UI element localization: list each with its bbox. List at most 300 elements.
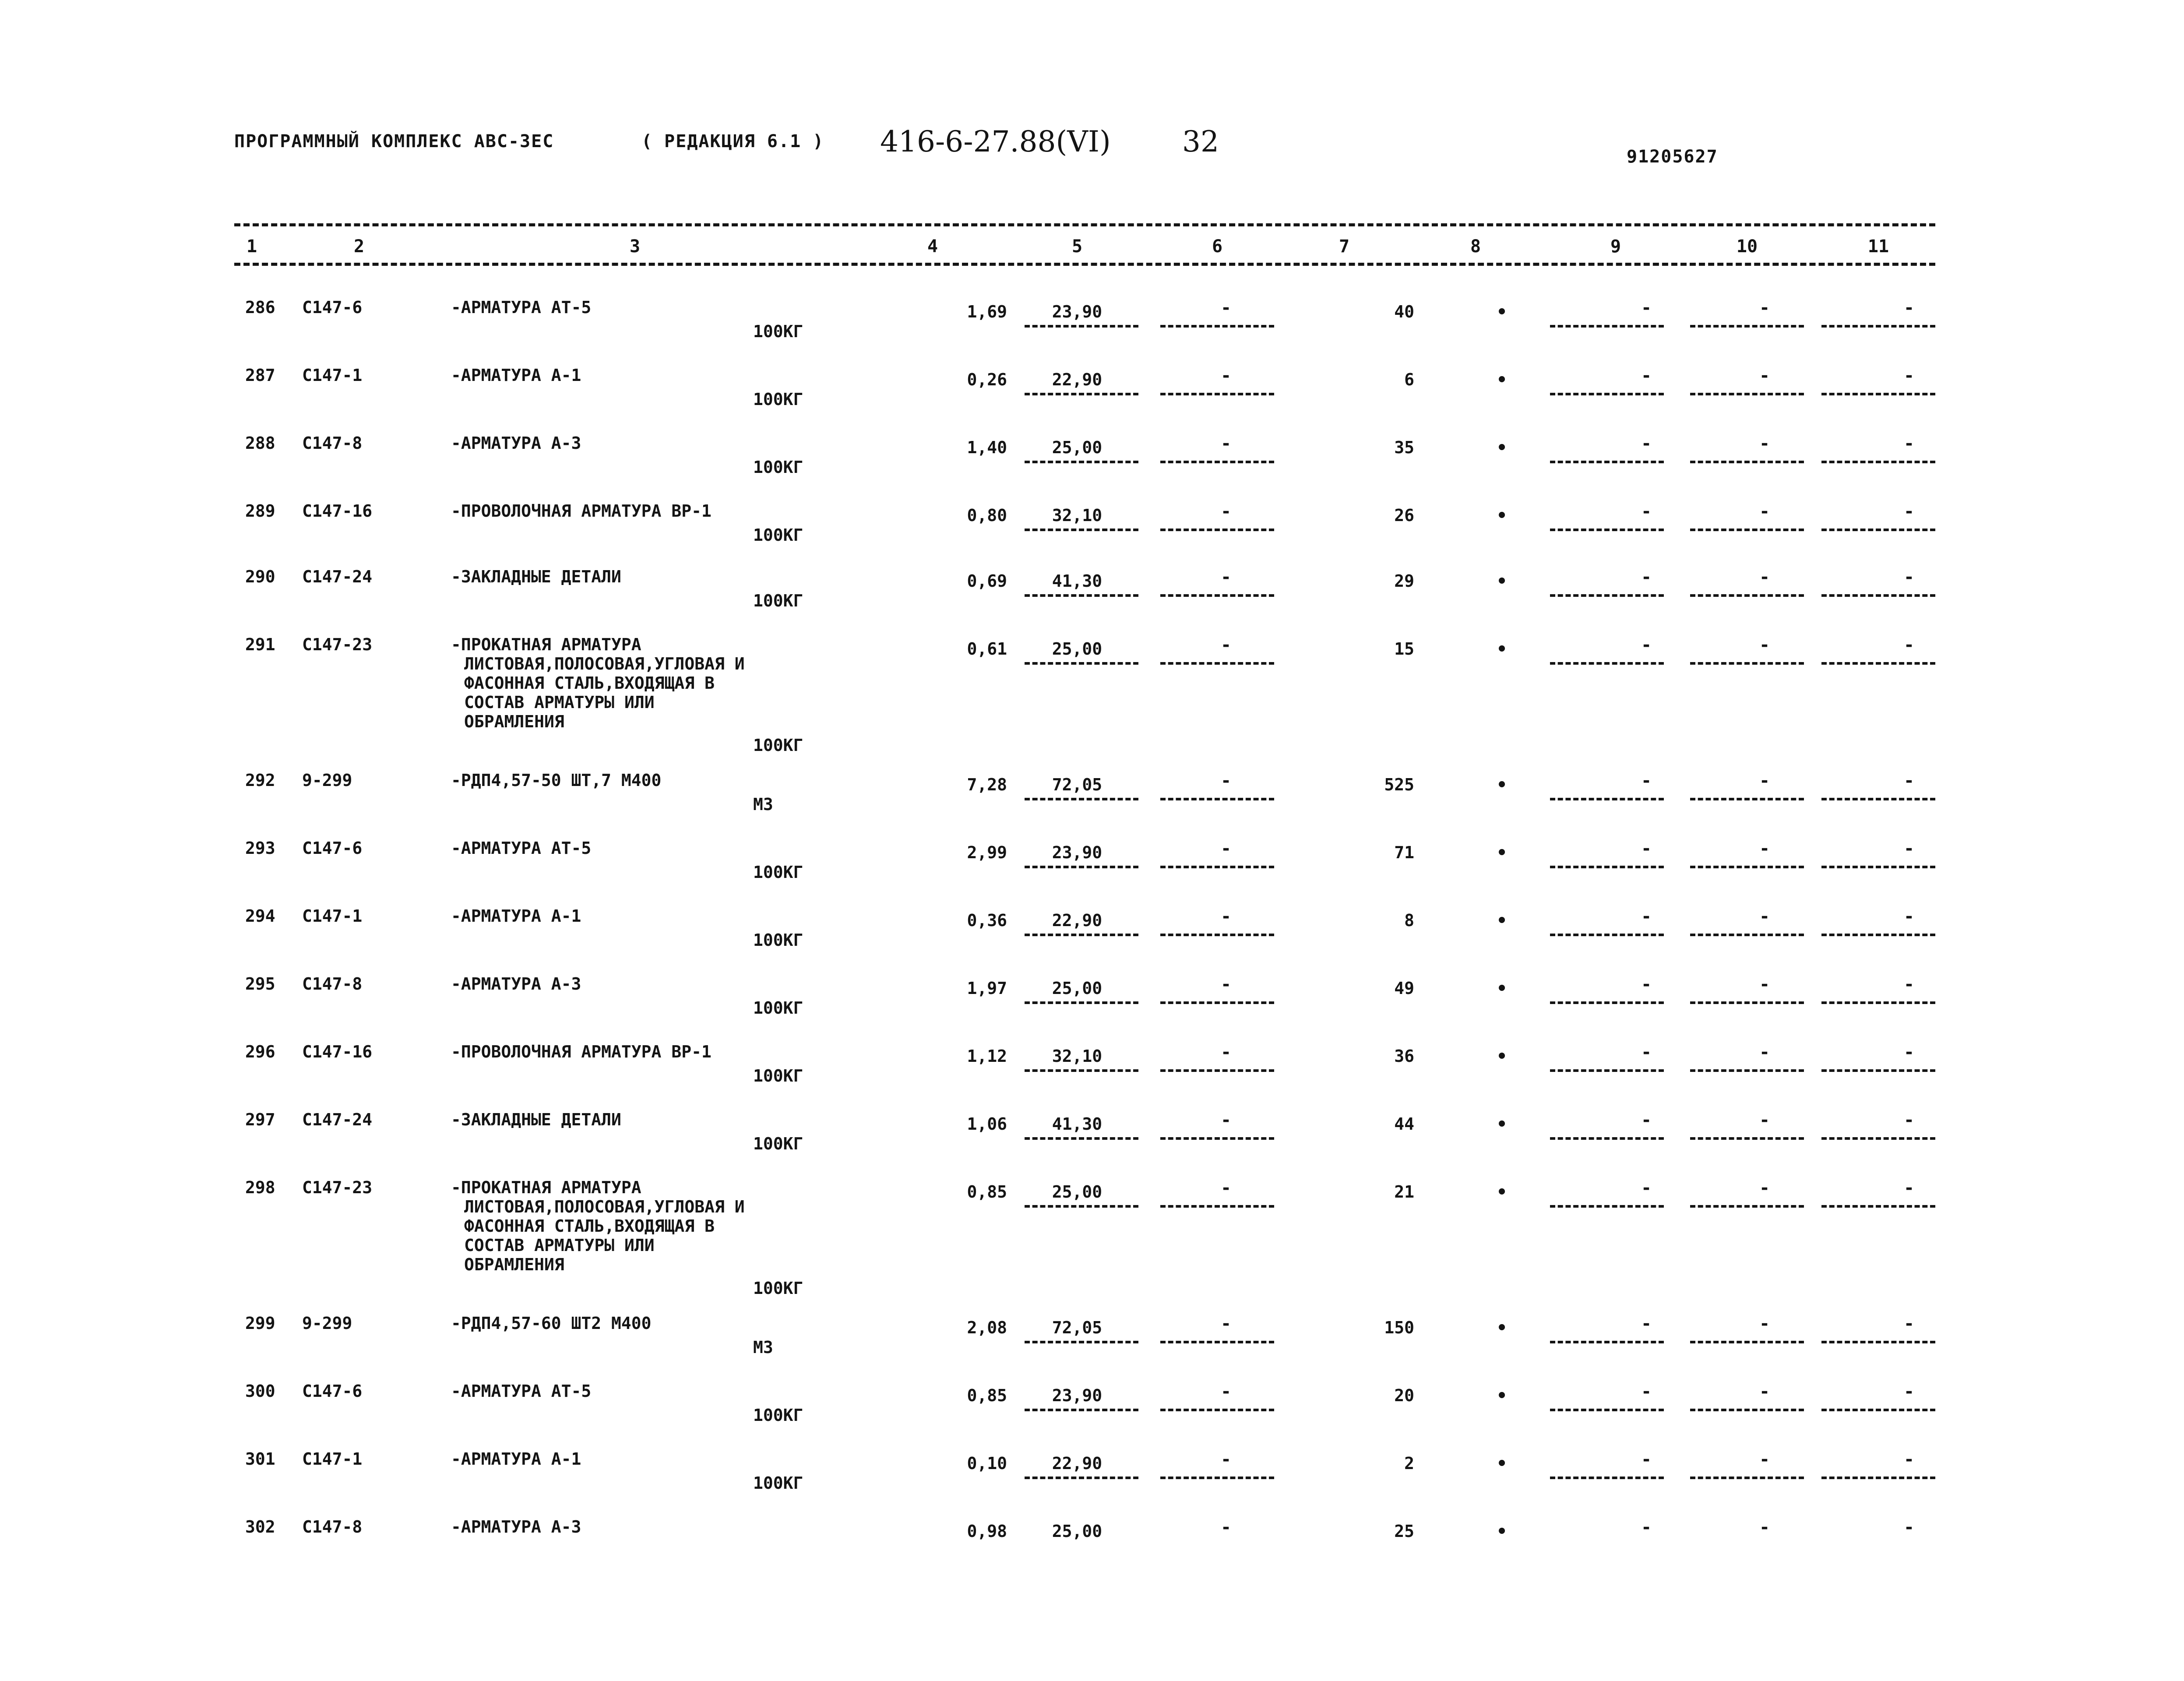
subtotal-rule [1160, 594, 1274, 597]
subtotal-rule [1690, 529, 1804, 531]
col7-value: 525 [1384, 775, 1414, 794]
subtotal-rule [1690, 1137, 1804, 1140]
subtotal-rule [1550, 934, 1664, 936]
unit-price: 72,05 [1052, 775, 1103, 794]
row-number: 286 [245, 298, 275, 317]
row-number: 293 [245, 839, 275, 858]
estimate-code: С147-23 [302, 635, 373, 654]
subtotal-rule [1160, 1341, 1274, 1343]
col10-value: - [1759, 1178, 1770, 1198]
quantity-value: 1,06 [967, 1114, 1007, 1134]
quantity-value: 1,69 [967, 302, 1007, 321]
col8-mark: • [1496, 506, 1508, 526]
subtotal-rule [1821, 461, 1935, 463]
column-number-1: 1 [246, 236, 257, 257]
col9-value: - [1641, 1178, 1652, 1198]
col7-value: 71 [1394, 843, 1414, 862]
work-name-line: ЛИСТОВАЯ,ПОЛОСОВАЯ,УГЛОВАЯ И [464, 654, 745, 673]
column-number-8: 8 [1470, 236, 1481, 257]
subtotal-rule [1821, 1409, 1935, 1411]
col11-value: - [1903, 433, 1915, 454]
subtotal-rule [1550, 1001, 1664, 1004]
subtotal-rule [1025, 393, 1138, 395]
unit-price: 25,00 [1052, 639, 1103, 659]
subtotal-rule [1025, 529, 1138, 531]
estimate-code: С147-24 [302, 567, 373, 586]
subtotal-rule [1821, 934, 1935, 936]
estimate-code: С147-1 [302, 366, 363, 385]
estimate-code: С147-16 [302, 501, 373, 521]
work-name-line: -АРМАТУРА АТ-5 [451, 1381, 592, 1401]
work-name-line: -АРМАТУРА А-1 [451, 366, 581, 385]
quantity-value: 0,61 [967, 639, 1007, 659]
quantity-value: 0,98 [967, 1522, 1007, 1541]
quantity-value: 7,28 [967, 775, 1007, 794]
col7-value: 35 [1394, 438, 1414, 457]
subtotal-rule [1025, 1205, 1138, 1208]
col11-value: - [1903, 1042, 1915, 1062]
col10-value: - [1759, 501, 1770, 522]
col11-value: - [1903, 839, 1915, 859]
unit-price: 22,90 [1052, 1454, 1103, 1473]
col7-value: 40 [1394, 302, 1414, 321]
column-number-3: 3 [629, 236, 641, 257]
col10-value: - [1759, 366, 1770, 386]
unit-label: М3 [753, 1338, 773, 1357]
unit-price: 25,00 [1052, 1182, 1103, 1202]
quantity-value: 1,40 [967, 438, 1007, 457]
subtotal-rule [1160, 1069, 1274, 1072]
row-number: 291 [245, 635, 275, 654]
work-name-line: -ПРОКАТНАЯ АРМАТУРА [451, 635, 641, 654]
col10-value: - [1759, 974, 1770, 994]
column-number-10: 10 [1736, 236, 1758, 257]
unit-label: 100КГ [753, 458, 803, 477]
subtotal-rule [1025, 1341, 1138, 1343]
col10-value: - [1759, 567, 1770, 587]
row-number: 294 [245, 906, 275, 926]
subtotal-rule [1160, 1001, 1274, 1004]
col9-value: - [1641, 501, 1652, 522]
col7-value: 20 [1394, 1386, 1414, 1405]
unit-price: 25,00 [1052, 1522, 1103, 1541]
quantity-value: 1,97 [967, 979, 1007, 998]
estimate-code: С147-1 [302, 1449, 363, 1469]
subtotal-rule [1821, 325, 1935, 328]
column-number-4: 4 [927, 236, 938, 257]
subtotal-rule [1160, 1205, 1274, 1208]
col10-value: - [1759, 1110, 1770, 1130]
work-name-line: -АРМАТУРА А-1 [451, 906, 581, 926]
subtotal-rule [1690, 461, 1804, 463]
col10-value: - [1759, 771, 1770, 791]
col6-value: - [1220, 1449, 1232, 1470]
subtotal-rule [1550, 325, 1664, 328]
subtotal-rule [1025, 798, 1138, 800]
subtotal-rule [1690, 798, 1804, 800]
col8-mark: • [1496, 1318, 1508, 1338]
subtotal-rule [1550, 1477, 1664, 1479]
subtotal-rule [1160, 325, 1274, 328]
work-name-line: ОБРАМЛЕНИЯ [464, 712, 564, 731]
col10-value: - [1759, 433, 1770, 454]
subtotal-rule [1025, 1477, 1138, 1479]
unit-label: 100КГ [753, 863, 803, 882]
col10-value: - [1759, 1517, 1770, 1537]
work-name-line: -ПРОКАТНАЯ АРМАТУРА [451, 1178, 641, 1197]
col11-value: - [1903, 906, 1915, 927]
subtotal-rule [1025, 934, 1138, 936]
quantity-value: 1,12 [967, 1047, 1007, 1066]
col8-mark: • [1496, 979, 1508, 999]
col8-mark: • [1496, 775, 1508, 795]
quantity-value: 0,85 [967, 1182, 1007, 1202]
unit-label: 100КГ [753, 736, 803, 755]
work-name-line: ЛИСТОВАЯ,ПОЛОСОВАЯ,УГЛОВАЯ И [464, 1197, 745, 1216]
unit-label: М3 [753, 795, 773, 814]
col9-value: - [1641, 1381, 1652, 1402]
work-name-line: -ПРОВОЛОЧНАЯ АРМАТУРА ВР-1 [451, 1042, 712, 1061]
subtotal-rule [1160, 866, 1274, 868]
unit-price: 41,30 [1052, 571, 1103, 591]
subtotal-rule [1821, 529, 1935, 531]
estimate-code: С147-23 [302, 1178, 373, 1197]
col10-value: - [1759, 298, 1770, 318]
subtotal-rule [1025, 1137, 1138, 1140]
col6-value: - [1220, 906, 1232, 927]
col9-value: - [1641, 1517, 1652, 1537]
subtotal-rule [1690, 1205, 1804, 1208]
quantity-value: 0,26 [967, 370, 1007, 389]
subtotal-rule [1025, 866, 1138, 868]
subtotal-rule [1550, 1069, 1664, 1072]
header-bottom-rule [234, 263, 1935, 266]
col9-value: - [1641, 1110, 1652, 1130]
col7-value: 6 [1404, 370, 1414, 389]
col6-value: - [1220, 501, 1232, 522]
unit-label: 100КГ [753, 525, 803, 545]
col8-mark: • [1496, 1454, 1508, 1474]
unit-label: 100КГ [753, 1134, 803, 1153]
col8-mark: • [1496, 1114, 1508, 1135]
subtotal-rule [1821, 393, 1935, 395]
unit-label: 100КГ [753, 390, 803, 409]
subtotal-rule [1550, 866, 1664, 868]
subtotal-rule [1550, 594, 1664, 597]
subtotal-rule [1160, 1137, 1274, 1140]
subtotal-rule [1690, 1341, 1804, 1343]
quantity-value: 2,99 [967, 843, 1007, 862]
col11-value: - [1903, 1517, 1915, 1537]
col9-value: - [1641, 366, 1652, 386]
col10-value: - [1759, 906, 1770, 927]
subtotal-rule [1025, 1069, 1138, 1072]
col6-value: - [1220, 839, 1232, 859]
unit-price: 23,90 [1052, 843, 1103, 862]
subtotal-rule [1025, 461, 1138, 463]
estimate-code: С147-8 [302, 1517, 363, 1537]
unit-label: 100КГ [753, 998, 803, 1018]
col7-value: 26 [1394, 506, 1414, 525]
col6-value: - [1220, 1517, 1232, 1537]
col9-value: - [1641, 906, 1652, 927]
col7-value: 49 [1394, 979, 1414, 998]
subtotal-rule [1690, 1409, 1804, 1411]
row-number: 301 [245, 1449, 275, 1469]
column-number-9: 9 [1610, 236, 1621, 257]
subtotal-rule [1025, 594, 1138, 597]
col8-mark: • [1496, 302, 1508, 322]
subtotal-rule [1821, 1069, 1935, 1072]
subtotal-rule [1550, 1409, 1664, 1411]
col8-mark: • [1496, 843, 1508, 863]
row-number: 289 [245, 501, 275, 521]
column-number-6: 6 [1212, 236, 1223, 257]
col11-value: - [1903, 974, 1915, 994]
estimate-code: С147-8 [302, 974, 363, 994]
row-number: 302 [245, 1517, 275, 1537]
col8-mark: • [1496, 1182, 1508, 1202]
program-title: ПРОГРАММНЫЙ КОМПЛЕКС АВС-3ЕС [234, 131, 554, 152]
col11-value: - [1903, 1449, 1915, 1470]
col10-value: - [1759, 1314, 1770, 1334]
work-name-line: ОБРАМЛЕНИЯ [464, 1255, 564, 1274]
col7-value: 15 [1394, 639, 1414, 659]
col10-value: - [1759, 635, 1770, 655]
unit-label: 100КГ [753, 1406, 803, 1425]
col11-value: - [1903, 1110, 1915, 1130]
quantity-value: 0,69 [967, 571, 1007, 591]
subtotal-rule [1550, 1341, 1664, 1343]
col9-value: - [1641, 635, 1652, 655]
unit-price: 25,00 [1052, 438, 1103, 457]
col8-mark: • [1496, 1386, 1508, 1406]
col11-value: - [1903, 635, 1915, 655]
unit-label: 100КГ [753, 1279, 803, 1298]
subtotal-rule [1025, 662, 1138, 665]
subtotal-rule [1025, 325, 1138, 328]
work-name-line: -АРМАТУРА А-3 [451, 433, 581, 453]
subtotal-rule [1821, 662, 1935, 665]
subtotal-rule [1160, 393, 1274, 395]
subtotal-rule [1821, 1137, 1935, 1140]
quantity-value: 2,08 [967, 1318, 1007, 1337]
subtotal-rule [1160, 934, 1274, 936]
estimate-code: С147-8 [302, 433, 363, 453]
subtotal-rule [1690, 1069, 1804, 1072]
col11-value: - [1903, 1178, 1915, 1198]
col10-value: - [1759, 1381, 1770, 1402]
subtotal-rule [1550, 662, 1664, 665]
subtotal-rule [1550, 798, 1664, 800]
column-number-5: 5 [1071, 236, 1083, 257]
subtotal-rule [1690, 662, 1804, 665]
page-number: 32 [1182, 125, 1219, 159]
col6-value: - [1220, 298, 1232, 318]
estimate-code: С147-6 [302, 839, 363, 858]
column-number-11: 11 [1867, 236, 1889, 257]
subtotal-rule [1821, 798, 1935, 800]
col7-value: 29 [1394, 571, 1414, 591]
col6-value: - [1220, 1110, 1232, 1130]
col9-value: - [1641, 839, 1652, 859]
row-number: 287 [245, 366, 275, 385]
col9-value: - [1641, 771, 1652, 791]
subtotal-rule [1550, 461, 1664, 463]
col7-value: 8 [1404, 911, 1414, 930]
quantity-value: 0,85 [967, 1386, 1007, 1405]
col8-mark: • [1496, 571, 1508, 592]
subtotal-rule [1550, 529, 1664, 531]
col11-value: - [1903, 1381, 1915, 1402]
col9-value: - [1641, 974, 1652, 994]
row-number: 300 [245, 1381, 275, 1401]
estimate-code: С147-1 [302, 906, 363, 926]
col11-value: - [1903, 1314, 1915, 1334]
work-name-line: -АРМАТУРА АТ-5 [451, 298, 592, 317]
subtotal-rule [1690, 1001, 1804, 1004]
subtotal-rule [1821, 594, 1935, 597]
work-name-line: -АРМАТУРА А-1 [451, 1449, 581, 1469]
col8-mark: • [1496, 1047, 1508, 1067]
estimate-code: 9-299 [302, 771, 352, 790]
subtotal-rule [1690, 325, 1804, 328]
work-name-line: -ЗАКЛАДНЫЕ ДЕТАЛИ [451, 1110, 621, 1129]
work-name-line: СОСТАВ АРМАТУРЫ ИЛИ [464, 693, 655, 712]
work-name-line: -РДП4,57-60 ШТ2 М400 [451, 1314, 652, 1333]
col10-value: - [1759, 1042, 1770, 1062]
estimate-code: С147-6 [302, 1381, 363, 1401]
col11-value: - [1903, 771, 1915, 791]
quantity-value: 0,10 [967, 1454, 1007, 1473]
subtotal-rule [1160, 1409, 1274, 1411]
estimate-code: 9-299 [302, 1314, 352, 1333]
subtotal-rule [1160, 798, 1274, 800]
unit-label: 100КГ [753, 930, 803, 950]
column-number-7: 7 [1339, 236, 1350, 257]
col11-value: - [1903, 298, 1915, 318]
document-id: 91205627 [1627, 147, 1718, 167]
unit-price: 23,90 [1052, 302, 1103, 321]
unit-price: 41,30 [1052, 1114, 1103, 1134]
col6-value: - [1220, 567, 1232, 587]
col11-value: - [1903, 567, 1915, 587]
unit-price: 22,90 [1052, 911, 1103, 930]
subtotal-rule [1690, 594, 1804, 597]
col6-value: - [1220, 433, 1232, 454]
unit-price: 72,05 [1052, 1318, 1103, 1337]
subtotal-rule [1025, 1001, 1138, 1004]
col9-value: - [1641, 567, 1652, 587]
unit-label: 100КГ [753, 322, 803, 341]
subtotal-rule [1550, 1205, 1664, 1208]
subtotal-rule [1550, 393, 1664, 395]
row-number: 295 [245, 974, 275, 994]
col7-value: 21 [1394, 1182, 1414, 1202]
estimate-code: С147-16 [302, 1042, 373, 1061]
row-number: 297 [245, 1110, 275, 1129]
col7-value: 2 [1404, 1454, 1414, 1473]
unit-price: 25,00 [1052, 979, 1103, 998]
subtotal-rule [1690, 866, 1804, 868]
work-name-line: -АРМАТУРА АТ-5 [451, 839, 592, 858]
col6-value: - [1220, 771, 1232, 791]
row-number: 288 [245, 433, 275, 453]
col8-mark: • [1496, 639, 1508, 659]
work-name-line: ФАСОННАЯ СТАЛЬ,ВХОДЯЩАЯ В [464, 1216, 715, 1236]
subtotal-rule [1160, 529, 1274, 531]
subtotal-rule [1025, 1409, 1138, 1411]
subtotal-rule [1821, 1341, 1935, 1343]
col6-value: - [1220, 366, 1232, 386]
work-name-line: -РДП4,57-50 ШТ,7 М400 [451, 771, 662, 790]
row-number: 299 [245, 1314, 275, 1333]
edition-label: ( РЕДАКЦИЯ 6.1 ) [641, 131, 824, 152]
col9-value: - [1641, 433, 1652, 454]
work-name-line: -ЗАКЛАДНЫЕ ДЕТАЛИ [451, 567, 621, 586]
col6-value: - [1220, 974, 1232, 994]
subtotal-rule [1160, 662, 1274, 665]
row-number: 298 [245, 1178, 275, 1197]
document-code: 416-6-27.88(VI) [880, 125, 1111, 159]
work-name-line: СОСТАВ АРМАТУРЫ ИЛИ [464, 1236, 655, 1255]
col9-value: - [1641, 298, 1652, 318]
subtotal-rule [1690, 393, 1804, 395]
unit-label: 100КГ [753, 591, 803, 610]
subtotal-rule [1690, 934, 1804, 936]
unit-price: 22,90 [1052, 370, 1103, 389]
unit-price: 32,10 [1052, 506, 1103, 525]
col8-mark: • [1496, 438, 1508, 458]
subtotal-rule [1160, 461, 1274, 463]
unit-label: 100КГ [753, 1066, 803, 1085]
col6-value: - [1220, 1314, 1232, 1334]
col10-value: - [1759, 839, 1770, 859]
col7-value: 36 [1394, 1047, 1414, 1066]
col9-value: - [1641, 1042, 1652, 1062]
col7-value: 25 [1394, 1522, 1414, 1541]
subtotal-rule [1160, 1477, 1274, 1479]
col9-value: - [1641, 1314, 1652, 1334]
estimate-code: С147-6 [302, 298, 363, 317]
row-number: 296 [245, 1042, 275, 1061]
unit-price: 32,10 [1052, 1047, 1103, 1066]
work-name-line: -АРМАТУРА А-3 [451, 974, 581, 994]
row-number: 292 [245, 771, 275, 790]
col6-value: - [1220, 1042, 1232, 1062]
subtotal-rule [1821, 866, 1935, 868]
work-name-line: ФАСОННАЯ СТАЛЬ,ВХОДЯЩАЯ В [464, 673, 715, 693]
col6-value: - [1220, 635, 1232, 655]
col7-value: 150 [1384, 1318, 1414, 1337]
subtotal-rule [1550, 1137, 1664, 1140]
subtotal-rule [1821, 1205, 1935, 1208]
col9-value: - [1641, 1449, 1652, 1470]
col8-mark: • [1496, 1522, 1508, 1542]
unit-label: 100КГ [753, 1473, 803, 1493]
col8-mark: • [1496, 911, 1508, 931]
subtotal-rule [1690, 1477, 1804, 1479]
subtotal-rule [1821, 1477, 1935, 1479]
quantity-value: 0,36 [967, 911, 1007, 930]
col11-value: - [1903, 501, 1915, 522]
estimate-code: С147-24 [302, 1110, 373, 1129]
subtotal-rule [1821, 1001, 1935, 1004]
col6-value: - [1220, 1178, 1232, 1198]
col8-mark: • [1496, 370, 1508, 390]
work-name-line: -АРМАТУРА А-3 [451, 1517, 581, 1537]
col7-value: 44 [1394, 1114, 1414, 1134]
